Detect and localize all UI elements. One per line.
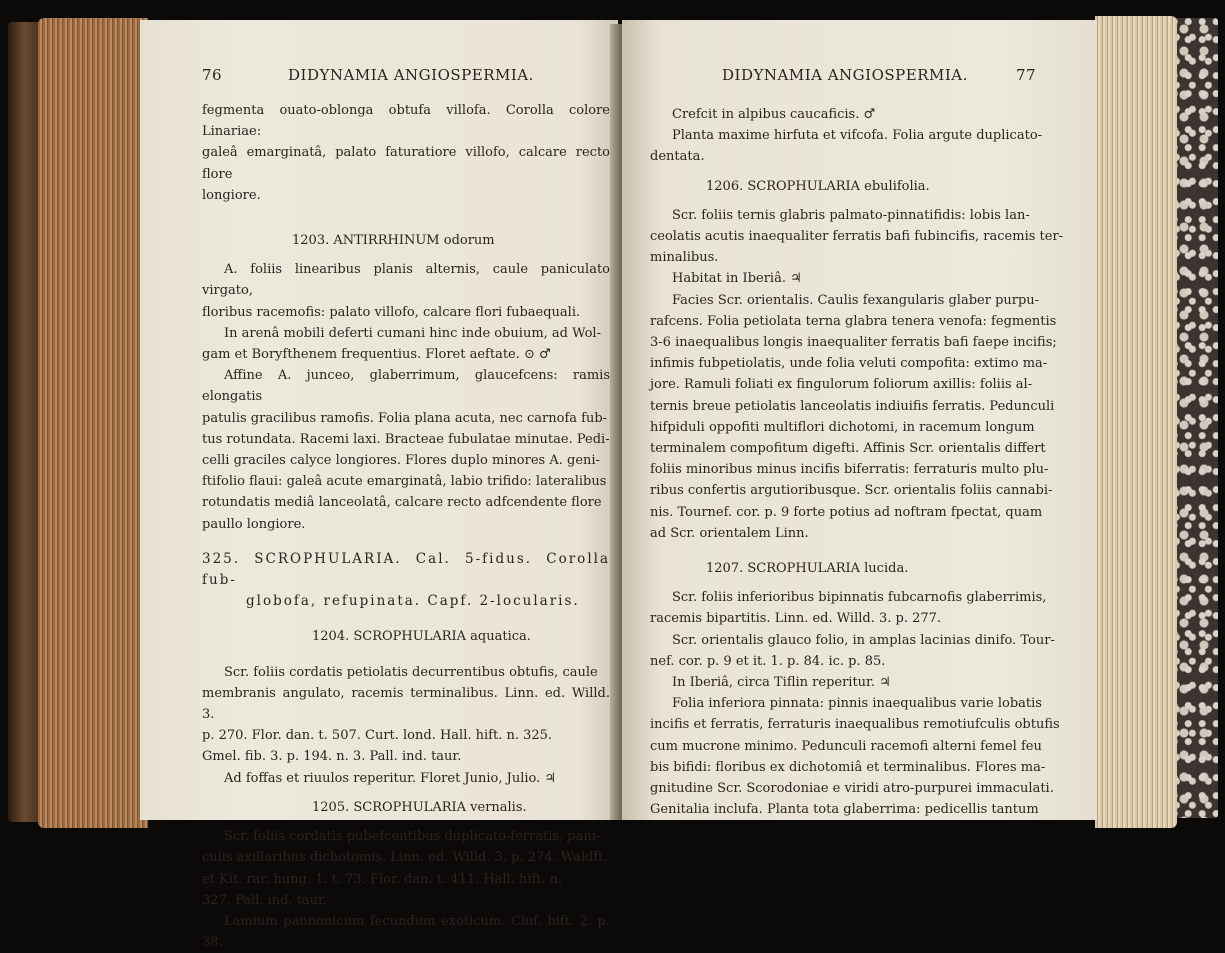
right-page (622, 20, 1097, 820)
text-line: incifis et ferratis, ferraturis inaequalibus remotiufculis obtufis (650, 717, 1060, 733)
text-line: et Kit. rar. hung. 1. t. 73. Flor. dan. t. 411. Hall. hift. n. (202, 871, 563, 887)
text-line: Scr. foliis cordatis pubefcentibus duplicato-ferratis, pani- (224, 829, 601, 845)
text-line: Facies Scr. orientalis. Caulis fexangularis glaber purpu- (672, 292, 1040, 308)
species-heading: 1206. SCROPHULARIA ebulifolia. (706, 178, 930, 194)
text-line: Gmel. fib. 3. p. 194. n. 3. Pall. ind. taur. (202, 749, 462, 765)
text-line: patulis gracilibus ramofis. Folia plana acuta, nec carnofa fub- (202, 410, 608, 426)
text-line: longiore. (202, 187, 261, 203)
right-page-number: 77 (1016, 66, 1037, 84)
species-heading: 1205. SCROPHULARIA vernalis. (312, 799, 527, 815)
text-line: hifpiduli oppofiti multiflori dichotomi, in racemum longum (650, 419, 1035, 435)
text-line: ternis breue petiolatis lanceolatis indiuifis ferratis. Pedunculi (650, 398, 1055, 414)
text-line: rotundatis mediâ lanceolatâ, calcare recto adfcendente flore (202, 495, 602, 511)
text-line: In Iberiâ, circa Tiflin reperitur. ♃ (672, 675, 891, 691)
left-running-head: DIDYNAMIA ANGIOSPERMIA. (288, 66, 534, 84)
book-cover-right-marbled (1170, 18, 1218, 818)
text-line: Folia inferiora pinnata: pinnis inaequalibus varie lobatis (672, 696, 1042, 712)
page-edges-left (38, 18, 148, 828)
text-line: ftifolio flaui: galeâ acute emarginatâ, labio trifido: lateralibus (202, 474, 607, 490)
text-line: nis. Tournef. cor. p. 9 forte potius ad noftram fpectat, quam (650, 504, 1043, 520)
text-line: rafcens. Folia petiolata terna glabra tenera venofa: fegmentis (650, 313, 1057, 329)
text-line: 327. Pall. ind. taur. (202, 892, 327, 908)
text-line: minalibus. (650, 250, 719, 266)
text-line: bis bifidi: floribus ex dichotomiâ et terminalibus. Flores ma- (650, 759, 1046, 775)
text-line: galeâ emarginatâ, palato faturatiore villofo, calcare recto flore (202, 145, 610, 182)
text-line: ceolatis acutis inaequaliter ferratis bafi fubincifis, racemis ter- (650, 229, 1064, 245)
page-edges-right (1095, 16, 1177, 828)
text-line: dentata. (650, 149, 705, 165)
text-line: Lamium pannonicum fecundum exoticum. Cluf. hift. 2. p. 38. (202, 913, 610, 951)
text-line: paullo longiore. (202, 516, 306, 532)
text-line: foliis minoribus minus incifis biferratis: ferraturis multo plu- (650, 462, 1049, 478)
text-line: tus rotundata. Racemi laxi. Bracteae fubulatae minutae. Pedi- (202, 431, 610, 447)
text-line: gam et Boryfthenem frequentius. Floret aeftate. ⊙ ♂ (202, 347, 551, 363)
text-line: gnitudine Scr. Scorodoniae e viridi atro-purpurei immaculati. (650, 781, 1054, 797)
text-line: culis axillaribus dichotomis. Linn. ed. Willd. 3. p. 274. Waldft. (202, 850, 608, 866)
text-line: Scr. foliis inferioribus bipinnatis fubcarnofis glaberrimis, (672, 590, 1047, 606)
left-text-block (202, 100, 610, 953)
text-line: racemis bipartitis. Linn. ed. Willd. 3. p. 277. (650, 611, 942, 627)
text-line: Affine A. junceo, glaberrimum, glaucefcens: ramis elongatis (202, 368, 610, 405)
text-line: infimis fubpetiolatis, unde folia veluti compofita: extimo ma- (650, 356, 1048, 372)
text-line: nef. cor. p. 9 et it. 1. p. 84. ic. p. 85. (650, 653, 886, 669)
genus-heading-cont: globofa, refupinata. Capf. 2-locularis. (246, 593, 580, 610)
text-line: Scr. foliis ternis glabris palmato-pinnatifidis: lobis lan- (672, 207, 1030, 223)
text-line: Habitat in Iberiâ. ♃ (672, 271, 802, 287)
text-line: Planta maxime hirfuta et vifcofa. Folia argute duplicato- (672, 128, 1043, 144)
text-line: Genitalia inclufa. Planta tota glaberrima: pedicellis tantum (650, 802, 1039, 818)
text-line: ribus confertis argutioribusque. Scr. orientalis foliis cannabi- (650, 483, 1053, 499)
text-line: Scr. orientalis glauco folio, in amplas lacinias dinifo. Tour- (672, 632, 1055, 648)
right-text-block (650, 104, 1070, 821)
text-line: floribus racemofis: palato villofo, calcare flori fubaequali. (202, 304, 581, 320)
species-heading: 1204. SCROPHULARIA aquatica. (312, 629, 531, 645)
text-line: jore. Ramuli foliati ex fingulorum foliorum axillis: foliis al- (650, 377, 1033, 393)
text-line: In arenâ mobili deferti cumani hinc inde obuium, ad Wol- (224, 325, 601, 341)
text-line: membranis angulato, racemis terminalibus. Linn. ed. Willd. 3. (202, 685, 610, 723)
text-line: terminalem compofitum digefti. Affinis Scr. orientalis differt (650, 441, 1046, 457)
text-line: p. 270. Flor. dan. t. 507. Curt. lond. Hall. hift. n. 325. (202, 728, 553, 744)
text-line: Ad foffas et riuulos reperitur. Floret Junio, Julio. ♃ (224, 770, 557, 786)
text-line: 3-6 inaequalibus longis inaequaliter ferratis bafi faepe incifis; (650, 335, 1057, 351)
text-line: fegmenta ouato-oblonga obtufa villofa. Corolla colore Linariae: (202, 103, 610, 140)
species-heading: 1203. ANTIRRHINUM odorum (292, 233, 495, 249)
text-line: A. foliis linearibus planis alternis, caule paniculato virgato, (202, 262, 610, 299)
text-line: Scr. foliis cordatis petiolatis decurrentibus obtufis, caule (224, 664, 598, 680)
left-page-number: 76 (202, 66, 223, 84)
text-line: ad Scr. orientalem Linn. (650, 525, 809, 541)
text-line: Crefcit in alpibus caucaficis. ♂ (672, 107, 876, 122)
text-line: cum mucrone minimo. Pedunculi racemofi alterni femel feu (650, 738, 1042, 754)
species-heading: 1207. SCROPHULARIA lucida. (706, 561, 909, 577)
right-running-head: DIDYNAMIA ANGIOSPERMIA. (722, 66, 968, 84)
left-page (140, 20, 618, 951)
genus-heading: 325. SCROPHULARIA. Cal. 5-fidus. Corolla fub- (202, 550, 610, 589)
text-line: celli graciles calyce longiores. Flores duplo minores A. geni- (202, 453, 600, 469)
